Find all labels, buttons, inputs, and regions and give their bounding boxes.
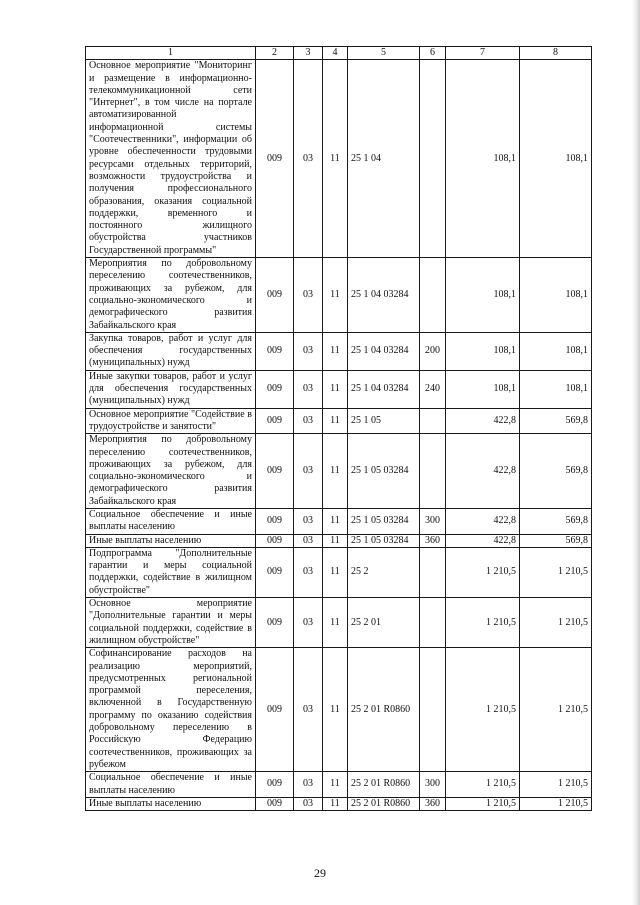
amount-year1-cell: 108,1	[446, 370, 520, 408]
target-article-cell: 25 1 05 03284	[348, 534, 420, 547]
subsection-code-cell: 11	[323, 534, 348, 547]
subsection-code-cell: 11	[323, 258, 348, 333]
expense-type-cell: 200	[420, 332, 446, 370]
table-row	[86, 534, 592, 547]
target-article-cell: 25 1 04 03284	[348, 258, 420, 333]
header-cell: 5	[348, 47, 420, 60]
target-article-cell: 25 2 01 R0860	[348, 772, 420, 798]
ministry-code-cell: 009	[256, 370, 294, 408]
target-article-cell: 25 2 01 R0860	[348, 648, 420, 772]
expense-type-cell	[420, 547, 446, 597]
expense-type-cell	[420, 60, 446, 258]
amount-year1-cell: 1 210,5	[446, 547, 520, 597]
header-cell: 1	[86, 47, 256, 60]
expense-type-cell	[420, 258, 446, 333]
header-row	[86, 47, 592, 60]
table-row	[86, 772, 592, 798]
target-article-cell: 25 1 05	[348, 408, 420, 434]
table-row	[86, 332, 592, 370]
expense-type-cell: 300	[420, 508, 446, 534]
amount-year1-cell: 422,8	[446, 534, 520, 547]
table-row	[86, 598, 592, 648]
table-row	[86, 508, 592, 534]
target-article-cell: 25 1 05 03284	[348, 508, 420, 534]
section-code-cell: 03	[294, 60, 323, 258]
amount-year2-cell: 569,8	[520, 534, 592, 547]
subsection-code-cell: 11	[323, 598, 348, 648]
section-code-cell: 03	[294, 772, 323, 798]
amount-year2-cell: 1 210,5	[520, 547, 592, 597]
amount-year2-cell: 108,1	[520, 332, 592, 370]
ministry-code-cell: 009	[256, 408, 294, 434]
header-cell: 2	[256, 47, 294, 60]
amount-year1-cell: 1 210,5	[446, 648, 520, 772]
table-row	[86, 60, 592, 258]
amount-year1-cell: 108,1	[446, 60, 520, 258]
ministry-code-cell: 009	[256, 598, 294, 648]
row-name-cell: Социальное обеспечение и иные выплаты населению	[86, 508, 256, 534]
table-row	[86, 547, 592, 597]
table-row	[86, 648, 592, 772]
expense-type-cell	[420, 648, 446, 772]
subsection-code-cell: 11	[323, 648, 348, 772]
target-article-cell: 25 2	[348, 547, 420, 597]
row-name-cell: Закупка товаров, работ и услуг для обеспечения государственных (муниципальных) нужд	[86, 332, 256, 370]
expense-type-cell	[420, 598, 446, 648]
expense-type-cell	[420, 434, 446, 509]
amount-year2-cell: 1 210,5	[520, 772, 592, 798]
table-row	[86, 797, 592, 810]
expense-type-cell: 300	[420, 772, 446, 798]
amount-year1-cell: 422,8	[446, 434, 520, 509]
subsection-code-cell: 11	[323, 797, 348, 810]
table-row	[86, 434, 592, 509]
row-name-cell: Иные выплаты населению	[86, 797, 256, 810]
ministry-code-cell: 009	[256, 797, 294, 810]
amount-year1-cell: 422,8	[446, 508, 520, 534]
table-row	[86, 408, 592, 434]
row-name-cell: Иные закупки товаров, работ и услуг для обеспечения государственных (муниципальных) нужд	[86, 370, 256, 408]
header-cell: 6	[420, 47, 446, 60]
header-cell: 3	[294, 47, 323, 60]
expense-type-cell: 360	[420, 534, 446, 547]
ministry-code-cell: 009	[256, 534, 294, 547]
amount-year2-cell: 1 210,5	[520, 797, 592, 810]
amount-year2-cell: 569,8	[520, 434, 592, 509]
section-code-cell: 03	[294, 797, 323, 810]
section-code-cell: 03	[294, 370, 323, 408]
page-number: 29	[314, 866, 326, 880]
subsection-code-cell: 11	[323, 408, 348, 434]
ministry-code-cell: 009	[256, 648, 294, 772]
subsection-code-cell: 11	[323, 434, 348, 509]
ministry-code-cell: 009	[256, 547, 294, 597]
row-name-cell: Подпрограмма "Дополнительные гарантии и меры социальной поддержки, содействие в жилищном обустройстве"	[86, 547, 256, 597]
amount-year2-cell: 569,8	[520, 408, 592, 434]
target-article-cell: 25 1 05 03284	[348, 434, 420, 509]
table-body	[86, 60, 592, 811]
section-code-cell: 03	[294, 547, 323, 597]
amount-year1-cell: 108,1	[446, 258, 520, 333]
subsection-code-cell: 11	[323, 508, 348, 534]
section-code-cell: 03	[294, 534, 323, 547]
row-name-cell: Основное мероприятие "Дополнительные гарантии и меры социальной поддержки, содействие в жилищном обустройстве"	[86, 598, 256, 648]
row-name-cell: Софинансирование расходов на реализацию мероприятий, предусмотренных региональной программой переселения, включенной в Государственную программу по оказанию содействия добровольному переселению в Российскую Федерацию соотечественников, проживающих за рубежом	[86, 648, 256, 772]
header-cell: 8	[520, 47, 592, 60]
header-cell: 4	[323, 47, 348, 60]
row-name-cell: Мероприятия по добровольному переселению соотечественников, проживающих за рубежом, для социально-экономического и демографического развития Забайкальского края	[86, 258, 256, 333]
amount-year2-cell: 108,1	[520, 60, 592, 258]
section-code-cell: 03	[294, 508, 323, 534]
ministry-code-cell: 009	[256, 434, 294, 509]
subsection-code-cell: 11	[323, 60, 348, 258]
target-article-cell: 25 1 04	[348, 60, 420, 258]
amount-year2-cell: 108,1	[520, 370, 592, 408]
ministry-code-cell: 009	[256, 258, 294, 333]
expense-type-cell	[420, 408, 446, 434]
budget-table	[85, 46, 592, 811]
subsection-code-cell: 11	[323, 547, 348, 597]
subsection-code-cell: 11	[323, 772, 348, 798]
target-article-cell: 25 2 01 R0860	[348, 797, 420, 810]
section-code-cell: 03	[294, 648, 323, 772]
section-code-cell: 03	[294, 598, 323, 648]
amount-year1-cell: 1 210,5	[446, 772, 520, 798]
table-row	[86, 370, 592, 408]
amount-year1-cell: 108,1	[446, 332, 520, 370]
amount-year2-cell: 569,8	[520, 508, 592, 534]
amount-year1-cell: 1 210,5	[446, 598, 520, 648]
header-cell: 7	[446, 47, 520, 60]
target-article-cell: 25 2 01	[348, 598, 420, 648]
table-row	[86, 258, 592, 333]
section-code-cell: 03	[294, 408, 323, 434]
amount-year2-cell: 1 210,5	[520, 598, 592, 648]
amount-year2-cell: 1 210,5	[520, 648, 592, 772]
row-name-cell: Основное мероприятие "Мониторинг и размещение в информационно-телекоммуникационной сети "Интернет", в том числе на портале автоматизированной информационной системы "Соотечественники", информации об уровне обеспеченности трудовыми ресурсами отдельных территорий, возможности трудоустройства и получения профессионального образования, оказания социальной поддержки, временного и постоянного жилищного обустройства участников Государственной программы"	[86, 60, 256, 258]
ministry-code-cell: 009	[256, 508, 294, 534]
target-article-cell: 25 1 04 03284	[348, 332, 420, 370]
amount-year2-cell: 108,1	[520, 258, 592, 333]
subsection-code-cell: 11	[323, 332, 348, 370]
ministry-code-cell: 009	[256, 332, 294, 370]
row-name-cell: Мероприятия по добровольному переселению соотечественников, проживающих за рубежом, для социально-экономического и демографического развития Забайкальского края	[86, 434, 256, 509]
expense-type-cell: 360	[420, 797, 446, 810]
page-edge-shadow	[632, 0, 640, 905]
section-code-cell: 03	[294, 434, 323, 509]
section-code-cell: 03	[294, 258, 323, 333]
ministry-code-cell: 009	[256, 60, 294, 258]
section-code-cell: 03	[294, 332, 323, 370]
table-header	[86, 47, 592, 60]
row-name-cell: Социальное обеспечение и иные выплаты населению	[86, 772, 256, 798]
target-article-cell: 25 1 04 03284	[348, 370, 420, 408]
row-name-cell: Иные выплаты населению	[86, 534, 256, 547]
row-name-cell: Основное мероприятие "Содействие в трудоустройстве и занятости"	[86, 408, 256, 434]
ministry-code-cell: 009	[256, 772, 294, 798]
amount-year1-cell: 422,8	[446, 408, 520, 434]
subsection-code-cell: 11	[323, 370, 348, 408]
amount-year1-cell: 1 210,5	[446, 797, 520, 810]
expense-type-cell: 240	[420, 370, 446, 408]
